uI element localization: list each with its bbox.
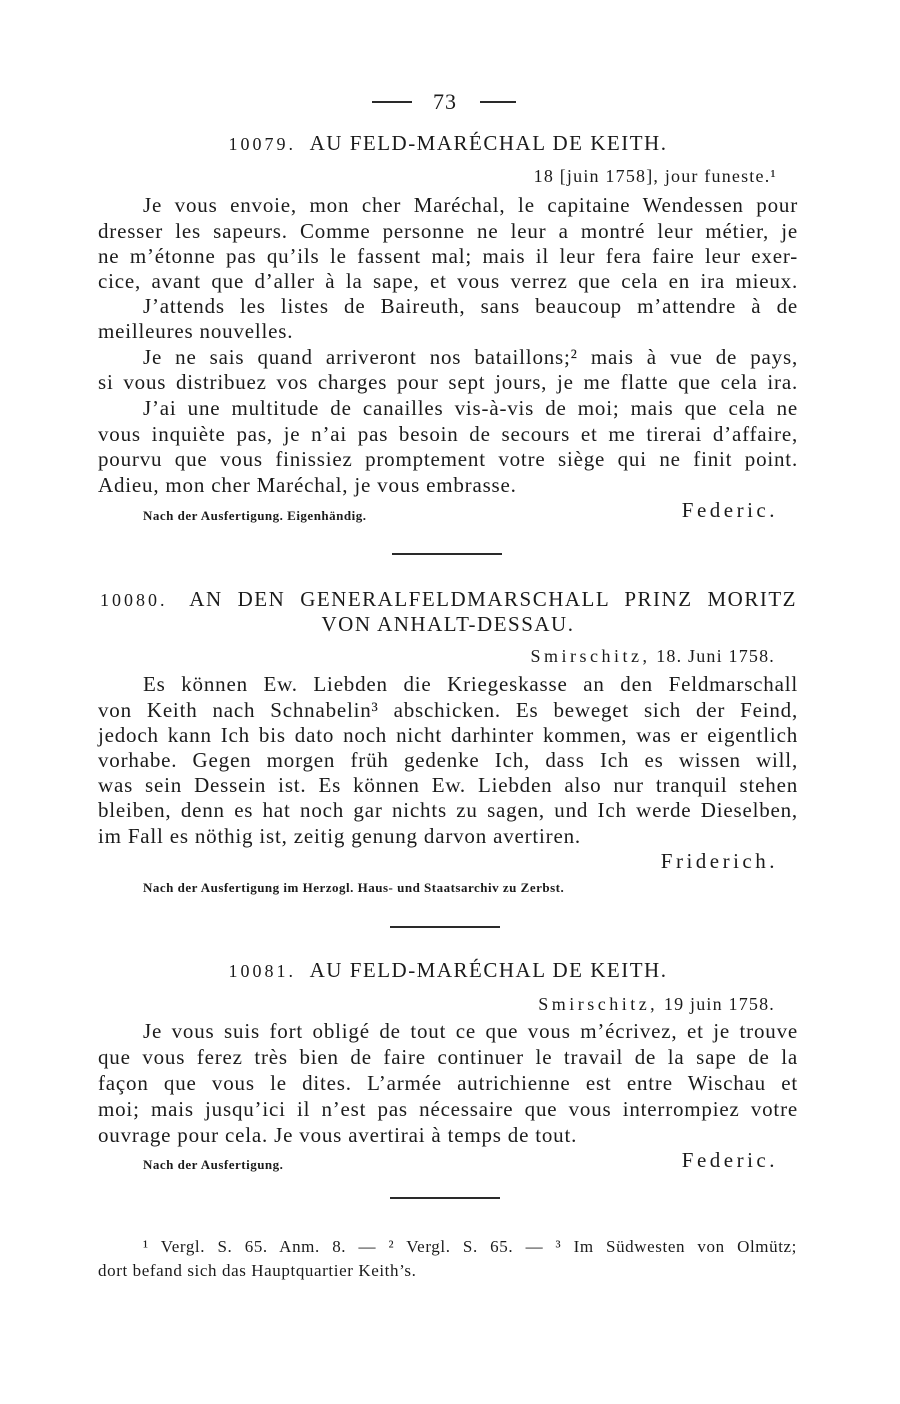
body-line: Je vous suis fort obligé de tout ce que vous m’écrivez, et je trouve <box>143 1019 798 1043</box>
body-line: bleiben, denn es hat noch gar nichts zu sagen, und Ich werde Dieselben, <box>98 798 798 822</box>
letter-dateline <box>530 645 775 667</box>
body-line: pourvu que vous finissiez promptement votre siège qui ne finit point. <box>98 447 798 471</box>
letter-dateline: 18 [juin 1758], jour funeste.¹ <box>533 166 777 186</box>
letter-heading <box>98 958 798 983</box>
section-divider <box>390 1197 500 1199</box>
page-number-right-rule <box>480 101 516 103</box>
body-line: J’ai une multitude de canailles vis-à-vis de moi; mais que cela ne <box>143 396 798 420</box>
footnote-line: dort befand sich das Hauptquartier Keith’s. <box>98 1261 417 1280</box>
body-line: Adieu, mon cher Maréchal, je vous embrasse. <box>98 473 517 497</box>
body-line: von Keith nach Schnabelin³ abschicken. Es beweget sich der Feind, <box>98 698 798 722</box>
body-line: im Fall es nöthig ist, zeitig genung darvon avertiren. <box>98 824 581 848</box>
page-number: 73 <box>433 89 457 114</box>
signature: Federic. <box>681 498 778 522</box>
letter-number: 10080. <box>100 590 168 610</box>
letter-addressee: AN DEN GENERALFELDMARSCHALL PRINZ MORITZ <box>189 587 797 611</box>
dateline-place: Smirschitz, <box>530 646 651 666</box>
body-line: cice, avant que d’aller à la sape, et vous verrez que cela en ira mieux. <box>98 269 798 293</box>
body-line: vorhabe. Gegen morgen früh gedenke Ich, dass Ich es wissen will, <box>98 748 798 772</box>
source-note: Nach der Ausfertigung. Eigenhändig. <box>143 508 367 523</box>
letter-addressee: AU FELD-MARÉCHAL DE KEITH. <box>309 131 668 155</box>
body-line: Je vous envoie, mon cher Maréchal, le capitaine Wendessen pour <box>143 193 798 217</box>
letter-heading <box>100 587 797 612</box>
section-divider <box>390 926 500 928</box>
letter-heading-continued: VON ANHALT-DESSAU. <box>321 612 575 636</box>
letter-number: 10081. <box>228 961 297 981</box>
body-line: vous inquiète pas, je n’ai pas besoin de secours et me tirerai d’affaire, <box>98 422 798 446</box>
body-line: was sein Dessein ist. Es können Ew. Liebden also nur tranquil stehen <box>98 773 798 797</box>
body-line: ne m’étonne pas qu’ils le fassent mal; mais il leur fera faire leur exer- <box>98 244 798 268</box>
signature: Friderich. <box>660 849 778 873</box>
source-note: Nach der Ausfertigung. <box>143 1157 284 1172</box>
body-line: Es können Ew. Liebden die Kriegeskasse an den Feldmarschall <box>143 672 798 696</box>
body-line: si vous distribuez vos charges pour sept jours, je me flatte que cela ira. <box>98 370 798 394</box>
body-line: façon que vous le dites. L’armée autrichienne est entre Wischau et <box>98 1071 798 1095</box>
source-note: Nach der Ausfertigung im Herzogl. Haus- und Staatsarchiv zu Zerbst. <box>143 880 565 895</box>
body-line: meilleures nouvelles. <box>98 319 294 343</box>
body-line: jedoch kann Ich bis dato noch nicht darhinter kommen, was er eigentlich <box>98 723 798 747</box>
body-line: moi; mais jusqu’ici il n’est pas nécessaire que vous interrompiez votre <box>98 1097 798 1121</box>
body-line: ouvrage pour cela. Je vous avertirai à temps de tout. <box>98 1123 578 1147</box>
footnote-line: ¹ Vergl. S. 65. Anm. 8. — ² Vergl. S. 65. — ³ Im Südwesten von Olmütz; <box>143 1237 797 1256</box>
page-number-left-rule <box>372 101 412 103</box>
body-line: J’attends les listes de Baireuth, sans beaucoup m’attendre à de <box>143 294 798 318</box>
dateline-date: 18. Juni 1758. <box>656 646 775 666</box>
body-line: dresser les sapeurs. Comme personne ne leur a montré leur métier, je <box>98 219 798 243</box>
letter-addressee: AU FELD-MARÉCHAL DE KEITH. <box>309 958 668 982</box>
body-line: que vous ferez très bien de faire continuer le travail de la sape de la <box>98 1045 798 1069</box>
dateline-place: Smirschitz, <box>538 994 659 1014</box>
letter-heading <box>98 131 798 156</box>
dateline-date: 19 juin 1758. <box>663 994 775 1014</box>
body-line: Je ne sais quand arriveront nos bataillons;² mais à vue de pays, <box>143 345 798 369</box>
section-divider <box>392 553 502 555</box>
letter-number: 10079. <box>228 134 297 154</box>
letter-dateline <box>538 993 775 1015</box>
signature: Federic. <box>681 1148 778 1172</box>
